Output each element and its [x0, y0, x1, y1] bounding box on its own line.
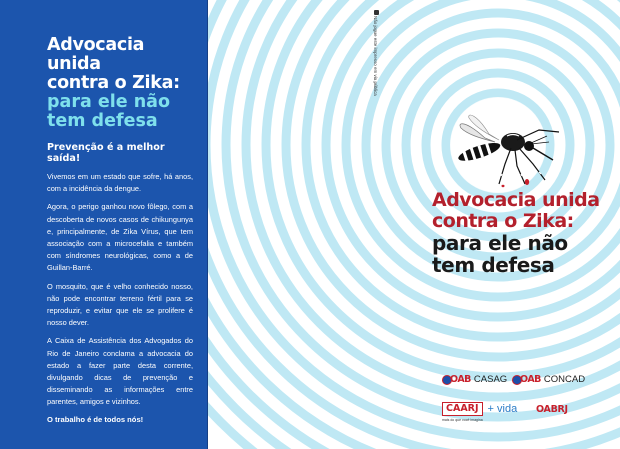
- right-title-line4: tem defesa: [432, 253, 555, 277]
- left-panel: [0, 0, 208, 449]
- oab-logo-icon: OAB: [442, 374, 471, 385]
- recycle-icon: [374, 10, 379, 15]
- right-title-line1: Advocacia unida: [432, 189, 600, 211]
- plus-vida-label: + vida: [487, 403, 518, 415]
- spine-notice: Não jogue este impresso em via pública: [373, 16, 378, 96]
- right-logo-block: [442, 374, 602, 436]
- left-title-line2: contra o Zika:: [47, 73, 180, 93]
- left-closing: O trabalho é de todos nós!: [47, 414, 144, 424]
- left-subtitle: Prevenção é a melhor saída!: [47, 142, 165, 164]
- concad-label: CONCAD: [543, 374, 586, 385]
- left-paragraph-3: O mosquito, que é velho conhecido nosso, não pode encontrar terreno fértil para se reproduzir, e evitar que ele se prolifere é nosso dever.: [47, 281, 193, 328]
- caarj-tagline: mais do que você imagina: [442, 418, 483, 422]
- logo-oab-concad: [512, 374, 585, 385]
- casag-label: CASAG: [473, 374, 508, 385]
- mosquito-icon: [455, 110, 575, 188]
- right-title-line2: contra o Zika:: [432, 210, 574, 232]
- oabrj-label: OABRJ: [536, 404, 568, 415]
- left-paragraph-4: A Caixa de Assistência dos Advogados do Rio de Janeiro conclama a advocacia do estado a fazer parte desta corrente, divulgando dicas de prevenção e disseminando as informações entre parentes, amigos e vizinhos.: [47, 336, 193, 407]
- left-title-line3: para ele não: [47, 92, 170, 112]
- left-paragraph-1: Vivemos em um estado que sofre, há anos, com a incidência da dengue.: [47, 172, 193, 194]
- left-title-line4: tem defesa: [47, 111, 158, 131]
- right-title-block: [432, 190, 612, 276]
- caarj-logo-icon: CAARJ: [442, 402, 483, 416]
- right-title-line3: para ele não: [432, 231, 568, 255]
- logo-caarj-vida: [442, 402, 517, 416]
- oab-logo-icon: OAB: [512, 374, 541, 385]
- left-title-block: [47, 36, 193, 131]
- logo-oabrj: [536, 404, 568, 415]
- left-title-line1: Advocacia unida: [47, 35, 145, 74]
- left-paragraph-2: Agora, o perigo ganhou novo fôlego, com a descoberta de novos casos de chikungunya e, principalmente, de Zika Vírus, que tem associação com a microcefalia e também com síndromes neurológicas, como a de Guillan-Barré.: [47, 202, 193, 273]
- logo-oab-casag: [442, 374, 507, 385]
